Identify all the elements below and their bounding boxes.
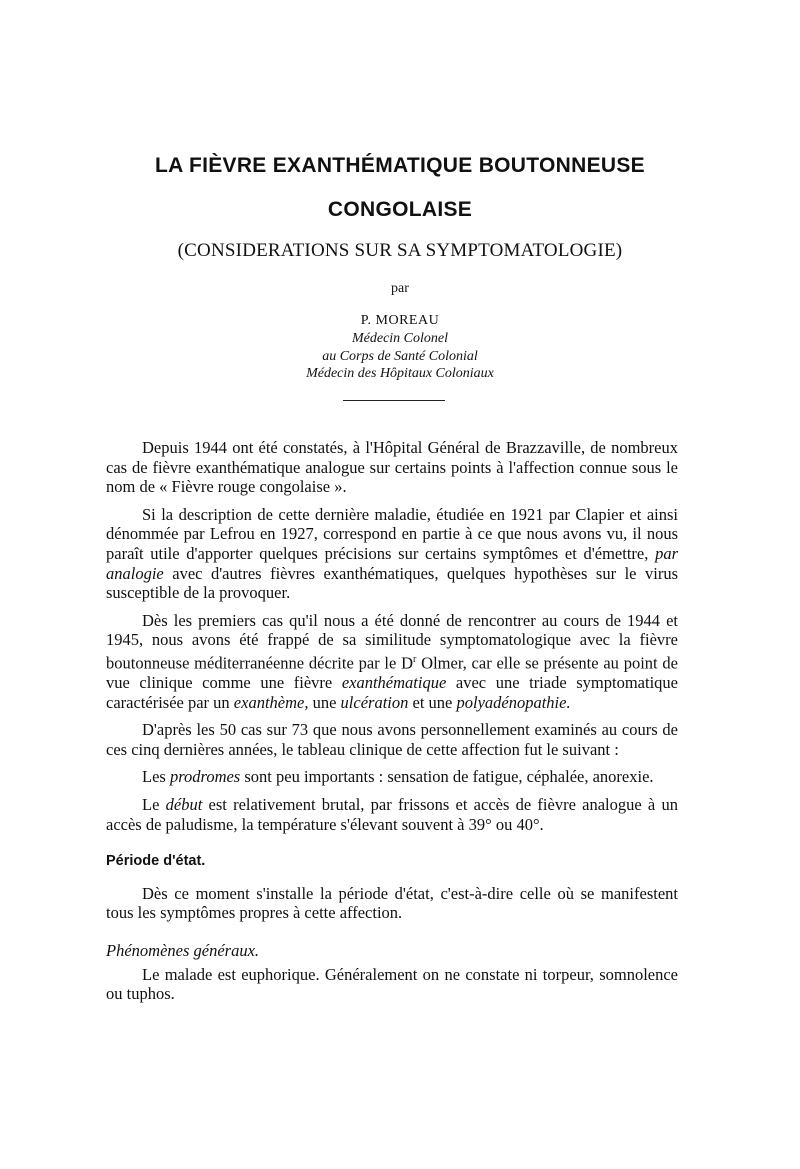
author-credential: au Corps de Santé Colonial [322,349,478,364]
article-body [106,438,678,1012]
author-credential: Médecin Colonel [351,331,449,346]
author-credential: Médecin des Hôpitaux Coloniaux [306,366,494,381]
paragraph: Si la description de cette dernière maladie, étudiée en 1921 par Clapier et ainsi dénommée par Lefrou en 1927, correspond en partie à ce que nous avons vu, il nous paraît utile d'apporter quelques précisions sur certains symptômes et d'émettre, par analogie avec d'autres fièvres exanthématiques, quelques hypothèses sur le virus susceptible de la provoquer. [106,504,678,603]
title-line-2: CONGOLAISE [327,198,473,221]
author-name: P. MOREAU [360,313,440,328]
section-heading: Période d'état. [106,853,206,870]
separator-rule [343,400,445,401]
paragraph: Les prodromes sont peu importants : sensation de fatigue, céphalée, anorexie. [142,767,654,787]
paragraph: D'après les 50 cas sur 73 que nous avons personnellement examinés au cours de ces cinq dernières années, le tableau clinique de cette affection fut le suivant : [106,720,678,759]
paragraph: Dès les premiers cas qu'il nous a été donné de rencontrer au cours de 1944 et 1945, nous avons été frappé de sa similitude symptomatologique avec la fièvre boutonneuse méditerranéenne décrite par le $D^r$ Olmer, car elle se présente au point de vue clinique comme une fièvre exanthématique avec une triade symptomatique caractérisée par un exanthème, une ulcération et une polyadénopathie. [106,610,678,712]
paragraph: Depuis 1944 ont été constatés, à l'Hôpital Général de Brazzaville, de nombreux cas de fièvre exanthématique analogue sur certains points à l'affection connue sous le nom de « Fièvre rouge congolaise ». [106,438,678,497]
subtitle: (CONSIDERATIONS SUR SA SYMPTOMATOLOGIE) [177,240,623,261]
by-line: par [391,281,409,296]
title-line-1: LA FIÈVRE EXANTHÉMATIQUE BOUTONNEUSE [155,154,645,177]
paragraph: Le début est relativement brutal, par frissons et accès de fièvre analogue à un accès de paludisme, la température s'élevant souvent à 39° ou 40°. [106,795,678,834]
paragraph: Dès ce moment s'installe la période d'état, c'est-à-dire celle où se manifestent tous les symptômes propres à cette affection. [106,883,678,923]
subsection-heading: Phénomènes généraux. [106,940,260,960]
paragraph: Le malade est euphorique. Généralement on ne constate ni torpeur, somnolence ou tuphos. [106,964,678,1004]
